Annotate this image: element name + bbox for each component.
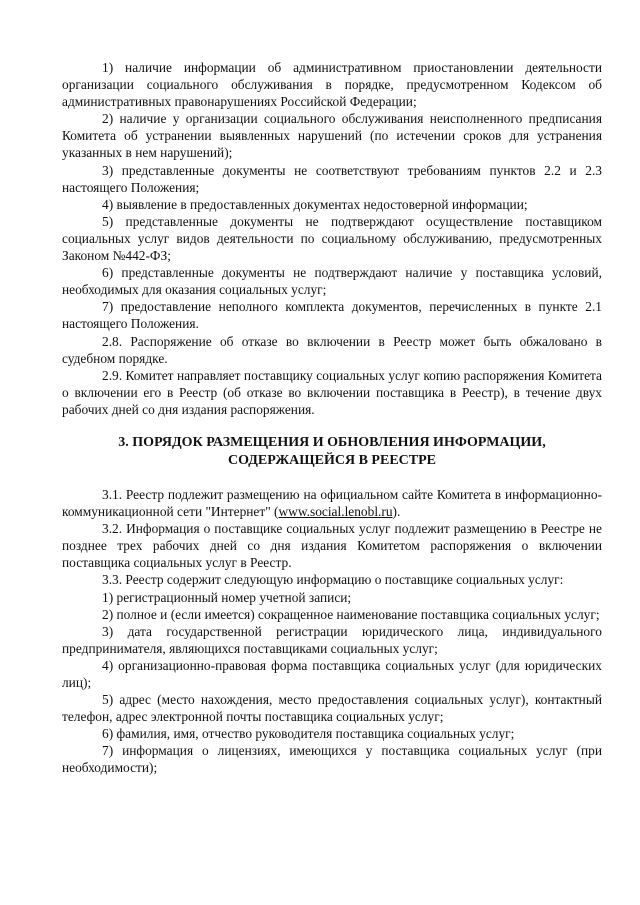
paragraph-item-5: 5) представленные документы не подтверждают осуществление поставщиком социальных услуг видов деятельности по социальному обслуживанию, предусмотренных Законом №442-ФЗ;	[62, 213, 602, 264]
section-3-heading	[62, 434, 602, 470]
registry-item-2: 2) полное и (если имеется) сокращенное наименование поставщика социальных услуг;	[102, 606, 600, 622]
paragraph-2-8: 2.8. Распоряжение об отказе во включении в Реестр может быть обжаловано в судебном порядке.	[62, 333, 602, 366]
paragraph-item-7: 7) предоставление неполного комплекта документов, перечисленных в пункте 2.1 настоящего Положения.	[62, 299, 602, 332]
paragraph-item-1: 1) наличие информации об административном приостановлении деятельности организации социального обслуживания в порядке, предусмотренном Кодексом об административных правонарушениях Российской Федерации;	[62, 60, 602, 110]
paragraph-2-9: 2.9. Комитет направляет поставщику социальных услуг копию распоряжения Комитета о включении его в Реестр (об отказе во включении поставщика в Реестр), в течение двух рабочих дней со дня издания распоряжения.	[62, 367, 602, 417]
paragraph-item-4: 4) выявление в предоставленных документах недостоверной информации;	[102, 196, 528, 212]
paragraph-item-3: 3) представленные документы не соответствуют требованиям пунктов 2.2 и 2.3 настоящего Положения;	[62, 162, 602, 195]
registry-item-3: 3) дата государственной регистрации юридического лица, индивидуального предпринимателя, являющихся поставщиками социальных услуг;	[62, 623, 602, 656]
paragraph-item-6: 6) представленные документы не подтверждают наличие у поставщика условий, необходимых для оказания социальных услуг;	[62, 265, 602, 298]
website-link[interactable]: www.social.lenobl.ru	[278, 504, 393, 520]
paragraph-3-3: 3.3. Реестр содержит следующую информацию о поставщике социальных услуг:	[102, 572, 564, 588]
paragraph-3-1-end: ).	[392, 504, 401, 520]
paragraph-3-1	[62, 486, 602, 520]
registry-item-1: 1) регистрационный номер учетной записи;	[102, 589, 352, 605]
paragraph-3-2: 3.2. Информация о поставщике социальных услуг подлежит размещению в Реестре не позднее трех рабочих дней со дня издания Комитетом распоряжения о включении поставщика социальных услуг в Реестр.	[62, 521, 602, 571]
registry-item-4: 4) организационно-правовая форма поставщика социальных услуг (для юридических лиц);	[62, 657, 602, 690]
section-3-heading-line-1: 3. ПОРЯДОК РАЗМЕЩЕНИЯ И ОБНОВЛЕНИЯ ИНФОРМАЦИИ,	[118, 434, 546, 450]
registry-item-7: 7) информация о лицензиях, имеющихся у поставщика социальных услуг (при необходимости);	[62, 743, 602, 776]
document-page	[62, 59, 602, 777]
registry-item-6: 6) фамилия, имя, отчество руководителя поставщика социальных услуг;	[102, 726, 515, 742]
section-3-heading-line-2: СОДЕРЖАЩЕЙСЯ В РЕЕСТРЕ	[227, 452, 436, 468]
registry-item-5: 5) адрес (место нахождения, место предоставления социальных услуг), контактный телефон, адрес электронной почты поставщика социальных услуг;	[62, 692, 602, 725]
paragraph-item-2: 2) наличие у организации социального обслуживания неисполненного предписания Комитета об устранении выявленных нарушений (по истечении сроков для устранения указанных в нем нарушений);	[62, 111, 602, 161]
paragraph-3-1-text: 3.1. Реестр подлежит размещению на официальном сайте Комитета в информационно-коммуникационной сети "Интернет" (	[62, 486, 602, 520]
